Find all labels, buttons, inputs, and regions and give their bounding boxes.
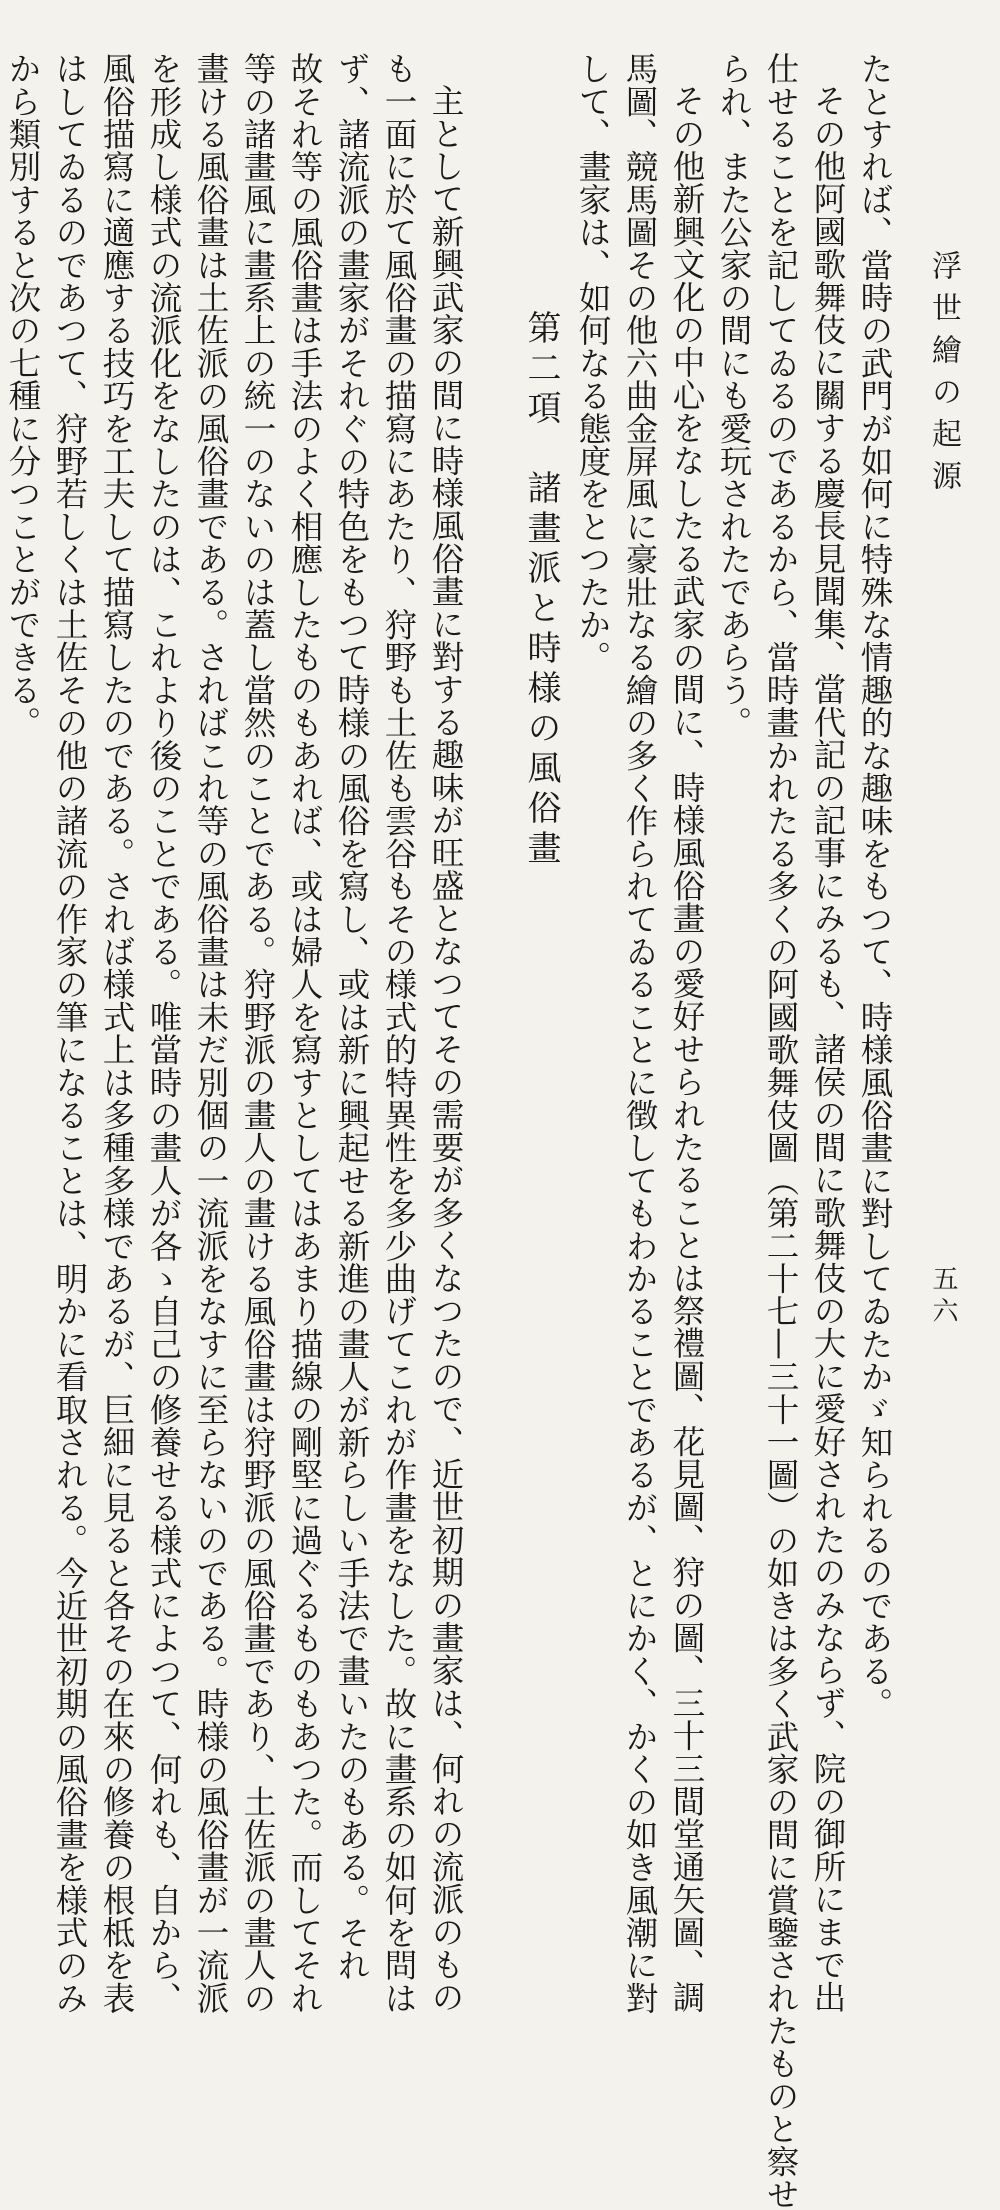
text-line: から類別すると次の七種に分つことができる。 — [4, 52, 42, 739]
text-line: たとすれば、當時の武門が如何に特殊な情趣的な趣味をもつて、時様風俗畫に對してゐたかゞ知られるのである。 — [856, 52, 894, 1720]
text-line: 等の諸畫風に畫系上の統一のないのは蓋し當然のことである。狩野派の畫人の畫ける風俗畫は狩野派の風俗畫であり、土佐派の畫人の — [239, 52, 277, 2014]
text-line: も一面に於て風俗畫の描寫にあたり、狩野も土佐も雲谷もその様式的特異性を多少曲げてこれが作畫をなした。故に畫系の如何を問は — [380, 52, 418, 2014]
text-line: 主として新興武家の間に時様風俗畫に對する趣味が旺盛となつてその需要が多くなつたので、近世初期の畫家は、何れの流派のもの — [427, 84, 465, 2014]
text-block-top — [569, 52, 898, 2210]
text-line: その他新興文化の中心をなしたる武家の間に、時様風俗畫の愛好せられたることは祭禮圖、花見圖、狩の圖、三十三間堂通矢圖、調 — [668, 84, 706, 2014]
text-line: その他阿國歌舞伎に關する慶長見聞集、當代記の記事にみるも、諸侯の間に歌舞伎の大に愛好されたのみならず、院の御所にまで出 — [809, 84, 847, 2014]
text-line: 仕せることを記してゐるのであるから、當時畫かれたる多くの阿國歌舞伎圖（第二十七—三十一圖）の如きは多く武家の間に賞鑒されたものと察せ — [762, 52, 800, 2210]
page-number: 五六 — [928, 1265, 958, 1329]
text-line: 故それ等の風俗畫は手法のよく相應したものもあれば、或は婦人を寫すとしてはあまり描線の剛堅に過ぐるものもあつた。而してそれ — [286, 52, 324, 2014]
text-line: はしてゐるのであつて、狩野若しくは土佐その他の諸流の作家の筆になることは、明かに看取される。今近世初期の風俗畫を様式のみ — [51, 52, 89, 2014]
text-line: 馬圖、競馬圖その他六曲金屏風に豪壯なる繪の多く作られてゐることに徴してもわかることであるが、とにかく、かくの如き風潮に對 — [621, 52, 659, 2014]
text-block-bottom — [0, 52, 469, 2014]
running-title: 浮世繪の起源 — [926, 250, 961, 502]
text-line: 畫ける風俗畫は土佐派の風俗畫である。さればこれ等の風俗畫は未だ別個の一流派をなすに至らないのである。時様の風俗畫が一流派 — [192, 52, 230, 2014]
text-line: られ、また公家の間にも愛玩されたであらう。 — [715, 52, 753, 739]
text-line: して、畫家は、如何なる態度をとつたか。 — [574, 52, 612, 674]
section-heading: 第二項 諸畫派と時様の風俗畫 — [521, 310, 561, 870]
text-line: 風俗描寫に適應する技巧を工夫して描寫したのである。されば様式上は多種多様であるが、巨細に見ると各その在來の修養の根柢を表 — [98, 52, 136, 2014]
text-line: を形成し様式の流派化をなしたのは、これより後のことである。唯當時の畫人が各ゝ自己の修養せる様式によつて、何れも、自から、 — [145, 52, 183, 2014]
text-line: ず、諸流派の畫家がそれぐの特色をもつて時様の風俗を寫し、或は新に興起せる新進の畫人が新らしい手法で畫いたのもある。それ — [333, 52, 371, 1982]
